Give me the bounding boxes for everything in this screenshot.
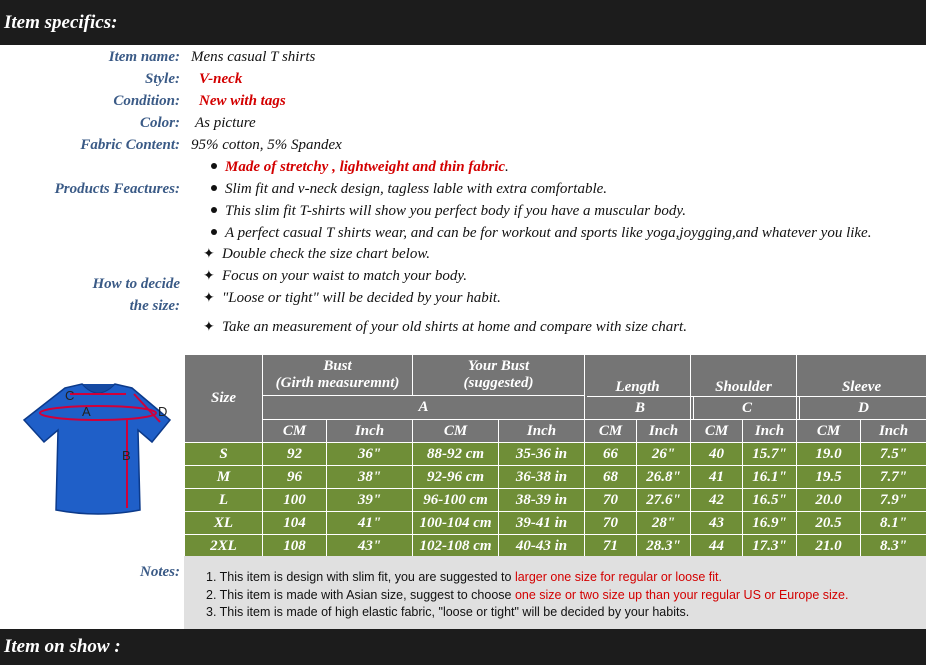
notes-box <box>184 556 926 629</box>
diagram-label-b: B <box>122 448 131 463</box>
item-on-show-header: Item on show : <box>0 629 926 665</box>
measurement-cell: 16.9" <box>743 512 797 535</box>
unit-header: Inch <box>327 420 413 443</box>
measurement-cell: 43 <box>691 512 743 535</box>
measurement-cell: 39" <box>327 489 413 512</box>
measurement-cell: 42 <box>691 489 743 512</box>
measurement-cell: 96 <box>263 466 327 489</box>
feature-item: This slim fit T-shirts will show you perfect body if you have a muscular body. <box>211 202 686 220</box>
measurement-cell: 92 <box>263 443 327 466</box>
bust-header: Bust (Girth measuremnt) <box>263 355 413 396</box>
unit-header: CM <box>797 420 861 443</box>
size-row <box>185 466 926 489</box>
measurement-cell: 43" <box>327 535 413 558</box>
size-cell: M <box>185 466 263 489</box>
bullet-dot-icon <box>211 185 217 191</box>
measurement-cell: 7.7" <box>861 466 926 489</box>
unit-header: Inch <box>861 420 926 443</box>
your-bust-header: Your Bust (suggested) <box>413 355 585 396</box>
features-label: Products Feactures: <box>54 181 180 197</box>
measurement-cell: 70 <box>585 489 637 512</box>
measurement-cell: 100 <box>263 489 327 512</box>
unit-header: Inch <box>637 420 691 443</box>
measurement-cell: 38" <box>327 466 413 489</box>
measurement-cell: 8.1" <box>861 512 926 535</box>
size-cell: S <box>185 443 263 466</box>
feature-item: A perfect casual T shirts wear, and can be for workout and sports like yoga,joygging,and whatever you like. <box>211 224 871 242</box>
diagram-label-a: A <box>82 404 91 419</box>
feature-item: Slim fit and v-neck design, tagless lable with extra comfortable. <box>211 180 607 198</box>
size-guide-label-line1: How to decide <box>92 276 180 292</box>
measurement-cell: 96-100 cm <box>413 489 499 512</box>
measurement-cell: 40 <box>691 443 743 466</box>
measurement-cell: 70 <box>585 512 637 535</box>
size-row <box>185 512 926 535</box>
bullet-dot-icon <box>211 229 217 235</box>
size-cell: 2XL <box>185 535 263 558</box>
measurement-cell: 104 <box>263 512 327 535</box>
measurement-cell: 16.1" <box>743 466 797 489</box>
pin-icon: ✦ <box>203 269 215 284</box>
condition-value: New with tags <box>199 93 286 109</box>
item-specifics-header: Item specifics: <box>0 0 926 45</box>
unit-header: CM <box>691 420 743 443</box>
measurement-cell: 40-43 in <box>499 535 585 558</box>
size-row <box>185 535 926 558</box>
unit-header: CM <box>263 420 327 443</box>
length-header: Length <box>585 355 691 420</box>
unit-header: Inch <box>743 420 797 443</box>
measurement-cell: 26.8" <box>637 466 691 489</box>
measurement-cell: 108 <box>263 535 327 558</box>
measurement-cell: 41" <box>327 512 413 535</box>
measurement-cell: 36" <box>327 443 413 466</box>
diagram-label-d: D <box>158 404 168 419</box>
size-tip-item: ✦ Double check the size chart below. <box>203 246 430 262</box>
color-value: As picture <box>195 115 256 131</box>
shoulder-header: Shoulder <box>691 355 797 420</box>
unit-header: CM <box>413 420 499 443</box>
measurement-cell: 35-36 in <box>499 443 585 466</box>
measurement-cell: 66 <box>585 443 637 466</box>
measure-letter-b: B <box>587 396 693 419</box>
size-row <box>185 489 926 512</box>
bullet-dot-icon <box>211 163 217 169</box>
size-guide-label-line2: the size: <box>129 298 180 314</box>
measure-letter-a: A <box>263 396 585 420</box>
measurement-cell: 41 <box>691 466 743 489</box>
measurement-cell: 15.7" <box>743 443 797 466</box>
tshirt-measurement-diagram <box>20 380 175 520</box>
measurement-cell: 39-41 in <box>499 512 585 535</box>
condition-label: Condition: <box>113 93 180 109</box>
color-label: Color: <box>139 115 180 131</box>
measure-letter-d: D <box>799 396 926 419</box>
measurement-cell: 7.9" <box>861 489 926 512</box>
measurement-cell: 19.0 <box>797 443 861 466</box>
measurement-cell: 92-96 cm <box>413 466 499 489</box>
measurement-cell: 19.5 <box>797 466 861 489</box>
tshirt-shape <box>24 384 170 514</box>
diagram-label-c: C <box>65 388 75 403</box>
style-value: V-neck <box>199 71 243 87</box>
note-line: 3. This item is made of high elastic fabric, "loose or tight" will be decided by your habits. <box>206 605 690 619</box>
pin-icon: ✦ <box>203 291 215 306</box>
measurement-cell: 28" <box>637 512 691 535</box>
measurement-cell: 36-38 in <box>499 466 585 489</box>
sleeve-header: Sleeve <box>797 355 926 420</box>
pin-icon: ✦ <box>203 320 215 335</box>
measurement-cell: 20.5 <box>797 512 861 535</box>
size-cell: XL <box>185 512 263 535</box>
item-name-label: Item name: <box>108 49 180 65</box>
note-line: 1. This item is design with slim fit, you are suggested to larger one size for regular or loose fit. <box>206 570 722 584</box>
measurement-cell: 21.0 <box>797 535 861 558</box>
measure-letter-c: C <box>693 396 800 419</box>
item-name-value: Mens casual T shirts <box>191 49 316 65</box>
pin-icon: ✦ <box>203 247 215 262</box>
size-header: Size <box>185 355 263 443</box>
size-chart-table <box>184 354 926 558</box>
size-tip-item: ✦ Take an measurement of your old shirts at home and compare with size chart. <box>203 319 687 335</box>
size-row <box>185 443 926 466</box>
measurement-cell: 71 <box>585 535 637 558</box>
size-tip-item: ✦ Focus on your waist to match your body. <box>203 268 467 284</box>
note-line: 2. This item is made with Asian size, suggest to choose one size or two size up than your regular US or Europe size. <box>206 587 849 602</box>
notes-label: Notes: <box>140 564 180 580</box>
bullet-dot-icon <box>211 207 217 213</box>
measurement-cell: 26" <box>637 443 691 466</box>
measurement-cell: 38-39 in <box>499 489 585 512</box>
fabric-label: Fabric Content: <box>80 137 180 153</box>
style-label: Style: <box>145 71 180 87</box>
measurement-cell: 16.5" <box>743 489 797 512</box>
size-tip-item: ✦ "Loose or tight" will be decided by your habit. <box>203 290 501 306</box>
measurement-cell: 44 <box>691 535 743 558</box>
measurement-cell: 17.3" <box>743 535 797 558</box>
feature-item: Made of stretchy , lightweight and thin fabric. <box>211 158 509 176</box>
fabric-value: 95% cotton, 5% Spandex <box>191 137 342 153</box>
measurement-cell: 8.3" <box>861 535 926 558</box>
measurement-cell: 102-108 cm <box>413 535 499 558</box>
measurement-cell: 88-92 cm <box>413 443 499 466</box>
measurement-cell: 27.6" <box>637 489 691 512</box>
unit-header: Inch <box>499 420 585 443</box>
measurement-cell: 68 <box>585 466 637 489</box>
measurement-cell: 100-104 cm <box>413 512 499 535</box>
size-cell: L <box>185 489 263 512</box>
measurement-cell: 28.3" <box>637 535 691 558</box>
unit-header: CM <box>585 420 637 443</box>
measurement-cell: 7.5" <box>861 443 926 466</box>
measurement-cell: 20.0 <box>797 489 861 512</box>
